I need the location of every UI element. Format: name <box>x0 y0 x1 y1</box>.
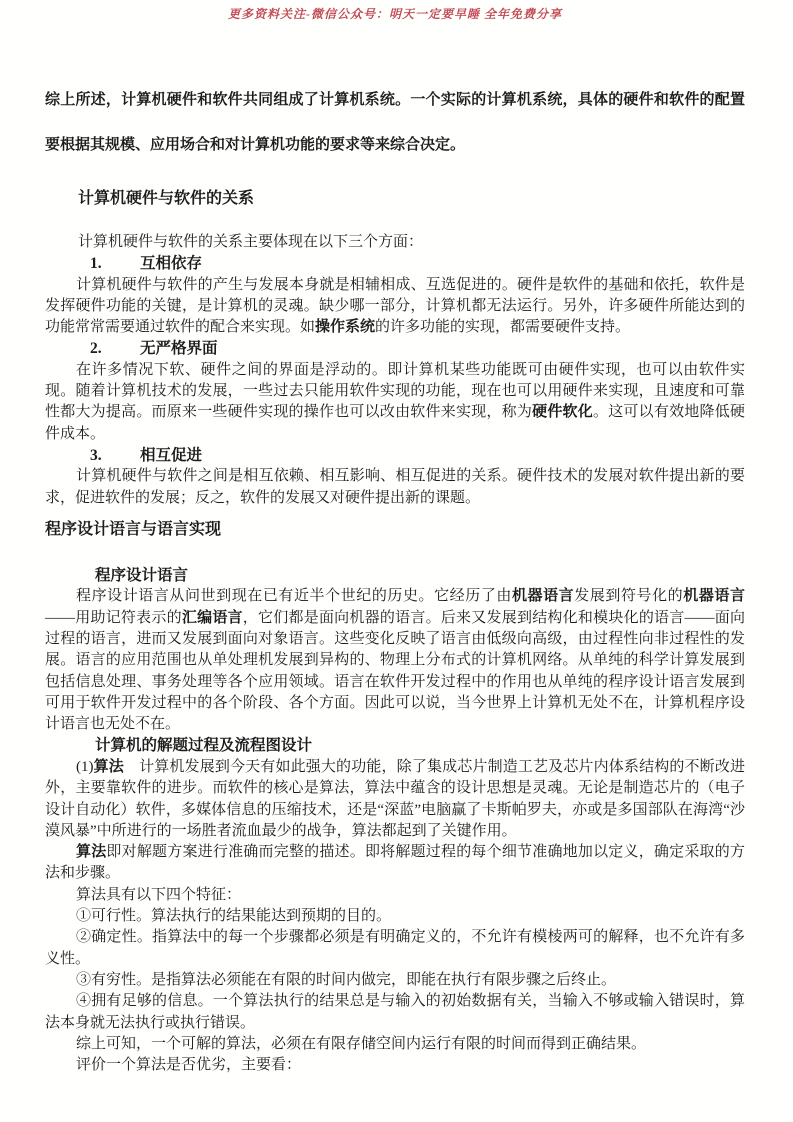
item-3-heading <box>90 445 745 466</box>
item-3-title: 相互促进 <box>140 446 203 464</box>
item-3-number: 3. <box>90 446 102 464</box>
section-title-programming-language: 程序设计语言与语言实现 <box>45 520 222 538</box>
algorithm-feature-2: ②确定性。指算法中的每一个步骤都必须是有明确定义的，不允许有模棱两可的解释，也不允许有多义性。 <box>45 929 745 967</box>
item-1-number: 1. <box>90 255 102 273</box>
algorithm-evaluation-lead: 评价一个算法是否优劣，主要看： <box>76 1057 302 1074</box>
intro-paragraph: 综上所述，计算机硬件和软件共同组成了计算机系统。一个实际的计算机系统，具体的硬件和软件的配置要根据其规模、应用场合和对计算机功能的要求等来综合决定。 <box>45 92 745 153</box>
subsection-title-design-language: 程序设计语言 <box>95 566 189 584</box>
section-title-hardware-software-relation: 计算机硬件与软件的关系 <box>78 190 255 207</box>
item-2-title: 无严格界面 <box>140 340 218 358</box>
algorithm-intro-paragraph: (1)算法 计算机发展到今天有如此强大的功能，除了集成芯片制造工艺及芯片内体系结构的不断改进外，主要靠软件的进步。而软件的核心是算法，算法中蕴含的设计思想是灵魂。无论是制造芯片的（电子设计自动化）软件，多媒体信息的压缩技术，还是“深蓝”电脑赢了卡斯帕罗夫，亦或是多国部队在海湾“沙漠风暴”中所进行的一场胜者流血最少的战争，算法都起到了关键作用。 <box>45 758 745 839</box>
design-language-body: 程序设计语言从问世到现在已有近半个世纪的历史。它经历了由机器语言发展到符号化的机器语言——用助记符表示的汇编语言，它们都是面向机器的语言。后来又发展到结构化和模块化的语言——面向过程的语言，进而又发展到面向对象语言。这些变化反映了语言由低级向高级，由过程性向非过程性的发展。语言的应用范围也从单处理机发展到异构的、物理上分布式的计算机网络。从单纯的科学计算发展到包括信息处理、事务处理等各个应用领域。语言在软件开发过程中的作用也从单纯的程序设计语言发展到可用于软件开发过程中的各个阶段、各个方面。因此可以说，当今世界上计算机无处不在，计算机程序设计语言也无处不在。 <box>45 588 745 733</box>
item-1-title: 互相依存 <box>140 255 203 273</box>
item-3-body: 计算机硬件与软件之间是相互依赖、相互影响、相互促进的关系。硬件技术的发展对软件提出新的要求，促进软件的发展；反之，软件的发展又对硬件提出新的课题。 <box>45 468 745 506</box>
algorithm-features-lead: 算法具有以下四个特征： <box>76 886 242 903</box>
item-2-body: 在许多情况下软、硬件之间的界面是浮动的。即计算机某些功能既可由硬件实现，也可以由软件实现。随着计算机技术的发展，一些过去只能用软件实现的功能，现在也可以用硬件来实现，且速度和可靠性都大为提高。而原来一些硬件实现的操作也可以改由软件来实现，称为硬件软化。这可以有效地降低硬件成本。 <box>45 361 745 442</box>
item-2-heading <box>90 338 745 359</box>
item-2-number: 2. <box>90 340 102 358</box>
algorithm-feature-1: ①可行性。算法执行的结果能达到预期的目的。 <box>76 908 392 925</box>
subsection-title-problem-solving: 计算机的解题过程及流程图设计 <box>95 737 313 755</box>
algorithm-feature-4: ④拥有足够的信息。一个算法执行的结果总是与输入的初始数据有关，当输入不够或输入错误时，算法本身就无法执行或执行错误。 <box>45 993 745 1031</box>
algorithm-definition-paragraph: 算法即对解题方案进行准确而完整的描述。即将解题过程的每个细节准确地加以定义，确定采取的方法和步骤。 <box>45 844 745 882</box>
lead-paragraph: 计算机硬件与软件的关系主要体现在以下三个方面： <box>78 234 424 250</box>
item-1-heading <box>90 253 745 274</box>
algorithm-feature-3: ③有穷性。是指算法必须能在有限的时间内做完，即能在执行有限步骤之后终止。 <box>76 971 617 988</box>
item-1-body: 计算机硬件与软件的产生与发展本身就是相辅相成、互选促进的。硬件是软件的基础和依托，软件是发挥硬件功能的关键，是计算机的灵魂。缺少哪一部分，计算机都无法运行。另外，许多硬件所能达到的功能常常需要通过软件的配合来实现。如操作系统的许多功能的实现，都需要硬件支持。 <box>45 276 745 336</box>
algorithm-conclusion: 综上可知，一个可解的算法，必须在有限存储空间内运行有限的时间而得到正确结果。 <box>76 1035 647 1052</box>
page-header-note: 更多资料关注-微信公众号：明天一定要早睡 全年免费分享 <box>228 7 562 21</box>
